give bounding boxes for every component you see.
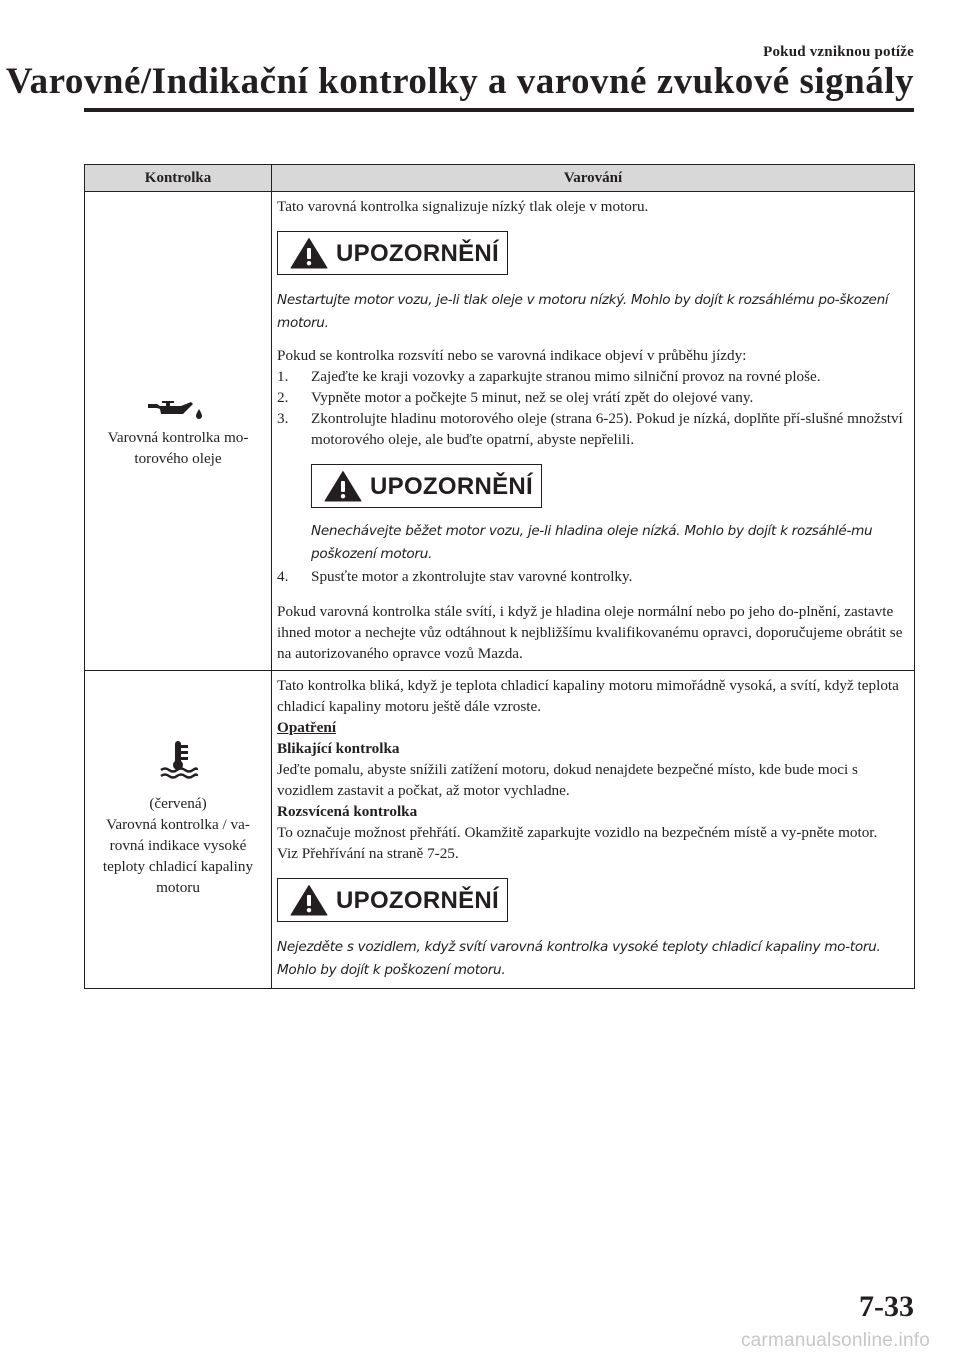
page-title: Varovné/Indikační kontrolky a varovné zvukové signály [5, 61, 914, 102]
coolant-indicator-name-line2: rovná indikace vysoké [109, 837, 247, 854]
oil-caution-box-1 [277, 231, 508, 275]
section-label: Pokud vzniknou potíže [763, 44, 914, 60]
table-row-coolant [85, 671, 915, 989]
coolant-lit-text: To označuje možnost přehřátí. Okamžitě zaparkujte vozidlo na bezpečném místě a vy-pněte motor. [277, 824, 878, 841]
table-row-oil [85, 192, 915, 671]
list-item [277, 408, 908, 450]
coolant-temperature-icon [158, 739, 198, 785]
step-number: 1. [277, 368, 289, 385]
oil-steps-list-cont [277, 566, 908, 587]
oil-closing: Pokud varovná kontrolka stále svítí, i když je hladina oleje normální nebo po jeho do-plnění, zastavte ihned motor a nechejte vůz odtáhnout k nejbližšímu kvalifikovanému opravci, doporučujeme obrátit se na autorizovaného opravce vozů Mazda. [277, 603, 903, 662]
list-item [277, 566, 908, 587]
oil-indicator-name-line2: torového oleje [134, 450, 222, 467]
step-number: 2. [277, 389, 289, 406]
step-text: Zajeďte ke kraji vozovky a zaparkujte stranou mimo silniční provoz na rovné ploše. [311, 368, 821, 385]
caution-label: UPOZORNĚNÍ [370, 472, 534, 500]
step-text: Spusťte motor a zkontrolujte stav varovné kontrolky. [311, 568, 633, 585]
coolant-indicator-cell [85, 671, 272, 989]
coolant-blinking-text: Jeďte pomalu, abyste snížili zatížení motoru, dokud nenajdete bezpečné místo, kde bude moci s vozidlem zastavit a počkat, až motor vychladne. [277, 761, 858, 799]
oil-caution-box-2 [311, 464, 542, 508]
step-text: Vypněte motor a počkejte 5 minut, než se olej vrátí zpět do olejové vany. [311, 389, 754, 406]
oil-steps-list [277, 366, 908, 450]
oil-caution-text-2: Nenechávejte běžet motor vozu, je-li hladina oleje nízká. Mohlo by dojít k rozsáhlé-mu poškození motoru. [311, 523, 873, 562]
oil-caution-text-1: Nestartujte motor vozu, je-li tlak oleje v motoru nízký. Mohlo by dojít k rozsáhlému po-škození motoru. [277, 292, 889, 331]
oil-intro: Tato varovná kontrolka signalizuje nízký tlak oleje v motoru. [277, 198, 649, 215]
oil-lead: Pokud se kontrolka rozsvítí nebo se varovná indikace objeví v průběhu jízdy: [277, 347, 747, 364]
step-text: Zkontrolujte hladinu motorového oleje (strana 6-25). Pokud je nízká, doplňte pří-slušné množství motorového oleje, ale buďte opatrní, abyste nepřelili. [311, 410, 903, 448]
warning-triangle-icon [290, 237, 328, 269]
coolant-blinking-heading: Blikající kontrolka [277, 740, 400, 757]
column-header-warning: Varování [272, 165, 915, 192]
caution-label: UPOZORNĚNÍ [336, 239, 500, 267]
coolant-warning-cell [272, 671, 915, 989]
title-rule [84, 108, 914, 112]
coolant-lit-heading: Rozsvícená kontrolka [277, 803, 418, 820]
list-item [277, 387, 908, 408]
oil-can-icon [147, 399, 209, 427]
oil-indicator-name-line1: Varovná kontrolka mo- [107, 429, 249, 446]
oil-caution-indent [277, 450, 908, 566]
coolant-indicator-name-line3: teploty chladicí kapaliny [102, 858, 254, 875]
coolant-measures-heading: Opatření [277, 719, 337, 736]
oil-warning-cell [272, 192, 915, 671]
coolant-intro: Tato kontrolka bliká, když je teplota chladicí kapaliny motoru mimořádně vysoká, a svítí, když teplota chladicí kapaliny motoru ještě dále vzroste. [277, 677, 899, 715]
watermark: carmanualsonline.info [740, 1330, 930, 1351]
caution-label: UPOZORNĚNÍ [336, 886, 500, 914]
coolant-caution-text: Nejezděte s vozidlem, když svítí varovná kontrolka vysoké teploty chladicí kapaliny mo-toru. Mohlo by dojít k poškození motoru. [277, 939, 881, 978]
table-header-row [85, 165, 915, 192]
list-item [277, 366, 908, 387]
page-number: 7-33 [859, 1290, 914, 1323]
warning-triangle-icon [324, 470, 362, 502]
coolant-reference: Viz Přehřívání na straně 7-25. [277, 845, 459, 862]
column-header-indicator: Kontrolka [85, 165, 272, 192]
step-number: 4. [277, 568, 289, 585]
coolant-indicator-name-line1: Varovná kontrolka / va- [106, 816, 250, 833]
coolant-indicator-name-line4: motoru [156, 879, 200, 896]
coolant-color-note: (červená) [149, 795, 207, 812]
coolant-caution-box [277, 878, 508, 922]
warning-triangle-icon [290, 884, 328, 916]
warning-table [84, 164, 915, 989]
step-number: 3. [277, 410, 289, 427]
oil-indicator-cell [85, 192, 272, 671]
